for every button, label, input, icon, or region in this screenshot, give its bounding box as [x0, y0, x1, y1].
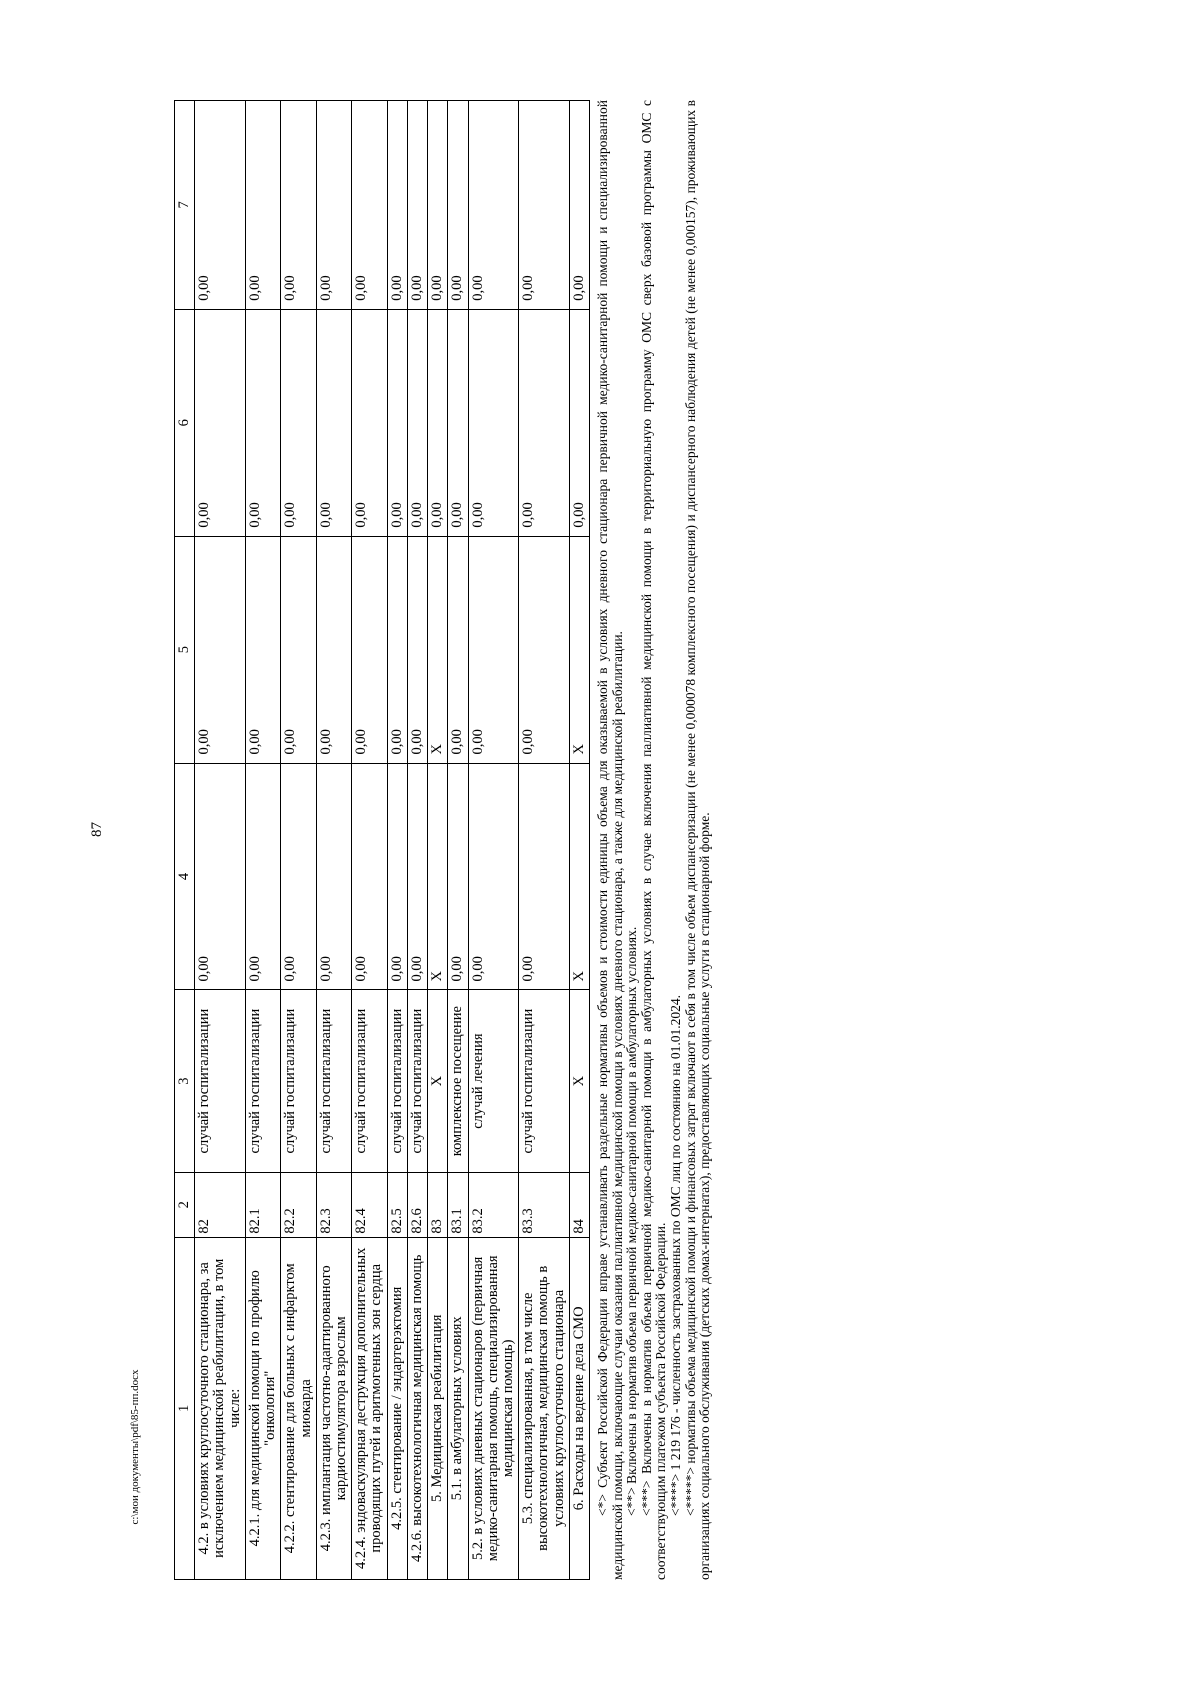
row-value-cell: 0,00: [316, 101, 351, 310]
row-name-cell: 4.2.6. высокотехнологичная медицинская помощь: [407, 1237, 427, 1579]
row-value-cell: 0,00: [448, 101, 468, 310]
row-value-cell: 0,00: [519, 536, 570, 763]
row-value-cell: 0,00: [316, 309, 351, 536]
row-name-cell: 4.2.3. имплантация частотно-адаптированного кардиостимулятора взрослым: [316, 1237, 351, 1579]
table-row: [195, 101, 246, 1580]
row-value-cell: 0,00: [245, 536, 280, 763]
footnote: <***> Включены в норматив объема первичной медико-санитарной помощи в амбулаторных условиях в случае включения паллиативной медицинской помощи в территориальную программу ОМС сверх базовой программы ОМС с соответствующим платежом субъекта Российской Федерации.: [638, 100, 669, 1580]
row-value-cell: 0,00: [428, 101, 448, 310]
row-code-cell: 82.5: [387, 1172, 407, 1237]
column-header: 6: [175, 309, 195, 536]
row-value-cell: 0,00: [245, 763, 280, 990]
row-value-cell: 0,00: [195, 101, 246, 310]
row-name-cell: 4.2. в условиях круглосуточного стационара, за исключением медицинской реабилитации, в том числе:: [195, 1237, 246, 1579]
row-value-cell: 0,00: [407, 101, 427, 310]
row-unit-cell: случай госпитализации: [352, 990, 387, 1172]
row-value-cell: 0,00: [407, 309, 427, 536]
table-row: [387, 101, 407, 1580]
row-unit-cell: случай госпитализации: [407, 990, 427, 1172]
footnote: <*> Субъект Российской Федерации вправе устанавливать раздельные нормативы объемов и стоимости единицы объема для оказываемой в условиях дневного стационара первичной медико-санитарной помощи и специализированной медицинской помощи, включающие случаи оказания паллиативной медицинской помощи в условиях дневного стационара, а также для медицинской реабилитации.: [595, 100, 625, 1580]
column-header: 5: [175, 536, 195, 763]
row-value-cell: 0,00: [387, 309, 407, 536]
row-unit-cell: случай госпитализации: [519, 990, 570, 1172]
row-value-cell: 0,00: [387, 536, 407, 763]
table-row: [407, 101, 427, 1580]
row-value-cell: 0,00: [195, 536, 246, 763]
column-header: 7: [175, 101, 195, 310]
row-value-cell: 0,00: [468, 101, 519, 310]
footer-file-path: c:\мои документы\pdf\85-пп.docx: [129, 1369, 141, 1525]
row-value-cell: 0,00: [468, 309, 519, 536]
row-value-cell: 0,00: [387, 101, 407, 310]
footnote: <****> 1 219 176 - численность застрахованных по ОМС лиц по состоянию на 01.01.2024.: [667, 995, 683, 1516]
row-code-cell: 82.1: [245, 1172, 280, 1237]
table-row: [468, 101, 519, 1580]
row-value-cell: 0,00: [519, 763, 570, 990]
row-unit-cell: случай лечения: [468, 990, 519, 1172]
row-code-cell: 83.3: [519, 1172, 570, 1237]
row-name-cell: 4.2.5. стентирование / эндартерэктомия: [387, 1237, 407, 1579]
row-value-cell: 0,00: [407, 536, 427, 763]
table-row: [316, 101, 351, 1580]
table-header-row: [175, 101, 195, 1580]
row-code-cell: 83: [428, 1172, 448, 1237]
row-value-cell: Х: [428, 763, 448, 990]
row-value-cell: 0,00: [569, 309, 589, 536]
row-value-cell: 0,00: [245, 309, 280, 536]
row-unit-cell: случай госпитализации: [387, 990, 407, 1172]
footnote: <**> Включены в норматив объема первичной медико-санитарной помощи в амбулаторных условиях.: [624, 926, 640, 1516]
row-value-cell: 0,00: [281, 536, 316, 763]
row-value-cell: 0,00: [281, 309, 316, 536]
row-value-cell: 0,00: [569, 101, 589, 310]
row-code-cell: 83.2: [468, 1172, 519, 1237]
row-name-cell: 5.2. в условиях дневных стационаров (первичная медико-санитарная помощь, специализированная медицинская помощь): [468, 1237, 519, 1579]
row-value-cell: 0,00: [448, 309, 468, 536]
row-name-cell: 4.2.1. для медицинской помощи по профилю "онкология": [245, 1237, 280, 1579]
row-value-cell: 0,00: [468, 763, 519, 990]
row-value-cell: 0,00: [245, 101, 280, 310]
row-unit-cell: случай госпитализации: [316, 990, 351, 1172]
row-unit-cell: Х: [569, 990, 589, 1172]
table-row: [428, 101, 448, 1580]
row-name-cell: 4.2.2. стентирование для больных с инфарктом миокарда: [281, 1237, 316, 1579]
row-unit-cell: комплексное посещение: [448, 990, 468, 1172]
footnotes: [596, 100, 713, 1580]
row-name-cell: 6. Расходы на ведение дела СМО: [569, 1237, 589, 1579]
row-unit-cell: случай госпитализации: [195, 990, 246, 1172]
row-code-cell: 82.2: [281, 1172, 316, 1237]
row-value-cell: 0,00: [352, 536, 387, 763]
table-row: [352, 101, 387, 1580]
row-value-cell: 0,00: [519, 309, 570, 536]
row-value-cell: 0,00: [281, 101, 316, 310]
row-unit-cell: Х: [428, 990, 448, 1172]
row-value-cell: 0,00: [316, 763, 351, 990]
row-unit-cell: случай госпитализации: [281, 990, 316, 1172]
footnote: <*****> нормативы объема медицинской помощи и финансовых затрат включают в себя в том числе объем диспансеризации (не менее 0,000078 комплексного посещения) и диспансерного наблюдения детей (не менее 0,000157), проживающих в организациях социального обслуживания (детских домах-интернатах), предоставляющих социальные услуги в стационарной форме.: [682, 100, 713, 1580]
row-code-cell: 82.4: [352, 1172, 387, 1237]
row-value-cell: 0,00: [195, 309, 246, 536]
row-unit-cell: случай госпитализации: [245, 990, 280, 1172]
row-value-cell: 0,00: [352, 309, 387, 536]
table-row: [569, 101, 589, 1580]
row-name-cell: 4.2.4. эндоваскулярная деструкция дополнительных проводящих путей и аритмогенных зон сердца: [352, 1237, 387, 1579]
row-value-cell: 0,00: [468, 536, 519, 763]
row-code-cell: 83.1: [448, 1172, 468, 1237]
row-value-cell: 0,00: [428, 309, 448, 536]
table-row: [281, 101, 316, 1580]
row-code-cell: 82.6: [407, 1172, 427, 1237]
row-code-cell: 84: [569, 1172, 589, 1237]
row-value-cell: 0,00: [519, 101, 570, 310]
row-value-cell: Х: [569, 763, 589, 990]
row-value-cell: 0,00: [448, 763, 468, 990]
row-name-cell: 5.1. в амбулаторных условиях: [448, 1237, 468, 1579]
column-header: 3: [175, 990, 195, 1172]
row-code-cell: 82.3: [316, 1172, 351, 1237]
column-header: 1: [175, 1237, 195, 1579]
row-name-cell: 5.3. специализированная, в том числе высокотехнологичная, медицинская помощь в условиях круглосуточного стационара: [519, 1237, 570, 1579]
data-table: [174, 100, 590, 1580]
row-code-cell: 82: [195, 1172, 246, 1237]
column-header: 2: [175, 1172, 195, 1237]
row-value-cell: 0,00: [352, 763, 387, 990]
page-number: 87: [89, 822, 105, 837]
row-value-cell: Х: [569, 536, 589, 763]
row-value-cell: 0,00: [387, 763, 407, 990]
row-name-cell: 5. Медицинская реабилитация: [428, 1237, 448, 1579]
row-value-cell: 0,00: [352, 101, 387, 310]
row-value-cell: Х: [428, 536, 448, 763]
rotated-content: [174, 100, 994, 1580]
table-row: [245, 101, 280, 1580]
table-row: [448, 101, 468, 1580]
row-value-cell: 0,00: [316, 536, 351, 763]
table-row: [519, 101, 570, 1580]
column-header: 4: [175, 763, 195, 990]
row-value-cell: 0,00: [281, 763, 316, 990]
row-value-cell: 0,00: [195, 763, 246, 990]
row-value-cell: 0,00: [407, 763, 427, 990]
row-value-cell: 0,00: [448, 536, 468, 763]
